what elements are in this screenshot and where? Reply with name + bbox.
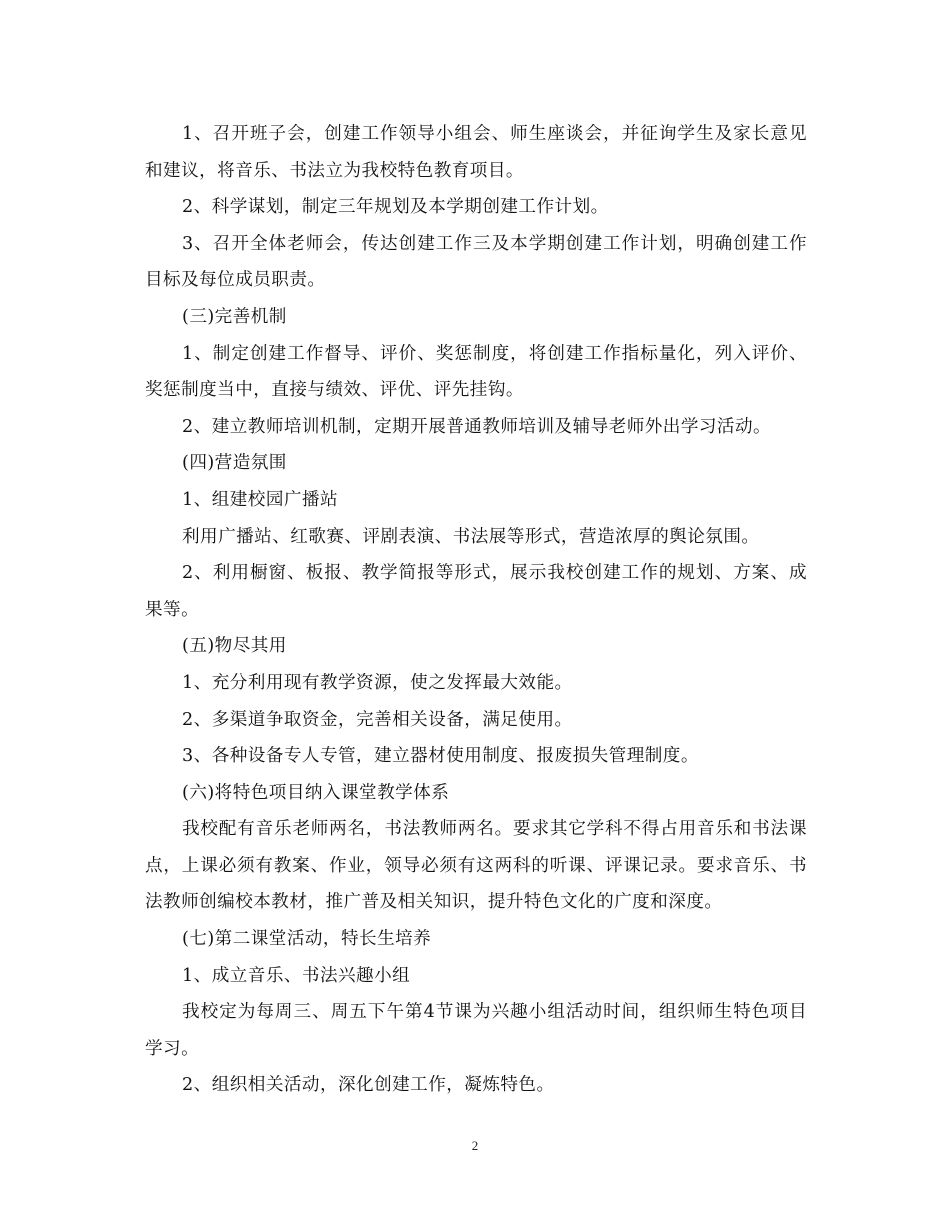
paragraph: 1、成立音乐、书法兴趣小组 bbox=[182, 965, 411, 986]
paragraph: 2、组织相关活动，深化创建工作，凝炼特色。 bbox=[182, 1075, 555, 1096]
paragraph: 我校定为每周三、周五下午第4节课为兴趣小组活动时间，组织师生特色项目学习。 bbox=[145, 1002, 807, 1059]
section-heading: (六)将特色项目纳入课堂教学体系 bbox=[182, 782, 450, 803]
section-heading: (三)完善机制 bbox=[182, 306, 287, 327]
paragraph: 1、制定创建工作督导、评价、奖惩制度，将创建工作指标量化，列入评价、奖惩制度当中，直接与绩效、评优、评先挂钩。 bbox=[145, 343, 807, 401]
paragraph: 3、各种设备专人专管，建立器材使用制度、报废损失管理制度。 bbox=[182, 746, 699, 767]
paragraph: 2、利用橱窗、板报、教学简报等形式，展示我校创建工作的规划、方案、成果等。 bbox=[145, 563, 807, 620]
section-heading: (五)物尽其用 bbox=[182, 636, 287, 657]
paragraph: 1、组建校园广播站 bbox=[182, 489, 338, 510]
paragraph: 3、召开全体老师会，传达创建工作三及本学期创建工作计划，明确创建工作目标及每位成员职责。 bbox=[145, 233, 807, 291]
document-body bbox=[145, 116, 807, 1104]
paragraph: 1、充分利用现有教学资源，使之发挥最大效能。 bbox=[182, 672, 573, 693]
paragraph: 我校配有音乐老师两名，书法教师两名。要求其它学科不得占用音乐和书法课点，上课必须有教案、作业，领导必须有这两科的听课、评课记录。要求音乐、书法教师创编校本教材，推广普及相关知识，提升特色文化的广度和深度。 bbox=[145, 819, 807, 913]
paragraph: 2、建立教师培训机制，定期开展普通教师培训及辅导老师外出学习活动。 bbox=[182, 416, 772, 437]
paragraph: 1、召开班子会，创建工作领导小组会、师生座谈会，并征询学生及家长意见和建议，将音乐、书法立为我校特色教育项目。 bbox=[145, 124, 807, 181]
section-heading: (四)营造氛围 bbox=[182, 453, 287, 474]
paragraph: 利用广播站、红歌赛、评剧表演、书法展等形式，营造浓厚的舆论氛围。 bbox=[182, 526, 760, 547]
page-number: 2 bbox=[471, 1138, 479, 1153]
section-heading: (七)第二课堂活动，特长生培养 bbox=[182, 929, 432, 950]
paragraph: 2、科学谋划，制定三年规划及本学期创建工作计划。 bbox=[182, 197, 609, 218]
paragraph: 2、多渠道争取资金，完善相关设备，满足使用。 bbox=[182, 709, 573, 730]
